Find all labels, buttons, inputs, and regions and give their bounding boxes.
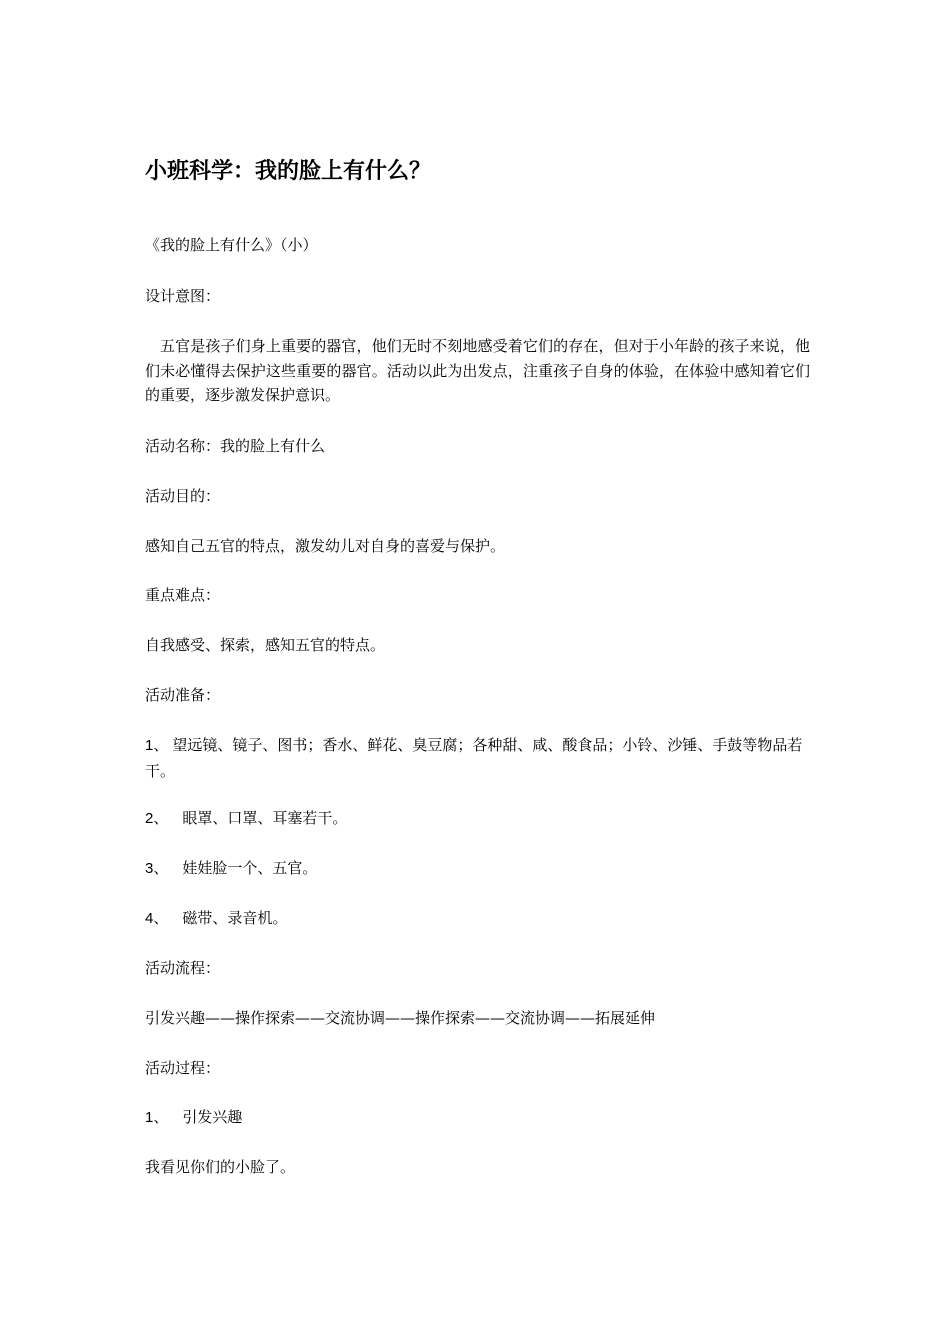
preparation-item-number: 1、 [145,737,169,754]
preparation-item [145,856,810,882]
preparation-item [145,906,810,932]
activity-name: 活动名称：我的脸上有什么 [145,437,326,455]
activity-flow-text: 引发兴趣——操作探索——交流协调——操作探索——交流协调——拓展延伸 [145,1009,656,1027]
process-step-number: 1、 [145,1109,169,1126]
preparation-item-number: 2、 [145,810,169,827]
design-intent-text: 五官是孩子们身上重要的器官，他们无时不刻地感受着它们的存在，但对于小年龄的孩子来说，他们未必懂得去保护这些重要的器官。活动以此为出发点，注重孩子自身的体验，在体验中感知着它们的重要，逐步激发保护意识。 [145,337,810,404]
preparation-item-number: 3、 [145,860,169,877]
preparation-item [145,733,810,783]
preparation-item-text: 眼罩、口罩、耳塞若干。 [182,809,348,827]
preparation-item-number: 4、 [145,910,169,927]
preparation-item-text: 磁带、录音机。 [182,909,288,927]
preparation-item-text: 望远镜、镜子、图书；香水、鲜花、臭豆腐；各种甜、咸、酸食品；小铃、沙锤、手鼓等物品若干。 [145,736,803,780]
focus-label: 重点难点： [145,586,221,604]
focus-text: 自我感受、探索，感知五官的特点。 [145,636,386,654]
activity-process-label: 活动过程： [145,1059,221,1077]
process-step [145,1105,810,1131]
process-text: 我看见你们的小脸了。 [145,1158,296,1176]
activity-goal-text: 感知自己五官的特点，激发幼儿对自身的喜爱与保护。 [145,537,506,555]
activity-flow-label: 活动流程： [145,959,221,977]
design-intent-label: 设计意图： [145,287,221,305]
preparation-label: 活动准备： [145,686,221,704]
document-title: 小班科学：我的脸上有什么？ [145,158,432,184]
process-step-text: 引发兴趣 [182,1108,243,1126]
document-subtitle: 《我的脸上有什么》（小） [145,236,318,254]
preparation-item-text: 娃娃脸一个、五官。 [182,859,318,877]
activity-goal-label: 活动目的： [145,487,221,505]
preparation-item [145,806,810,832]
